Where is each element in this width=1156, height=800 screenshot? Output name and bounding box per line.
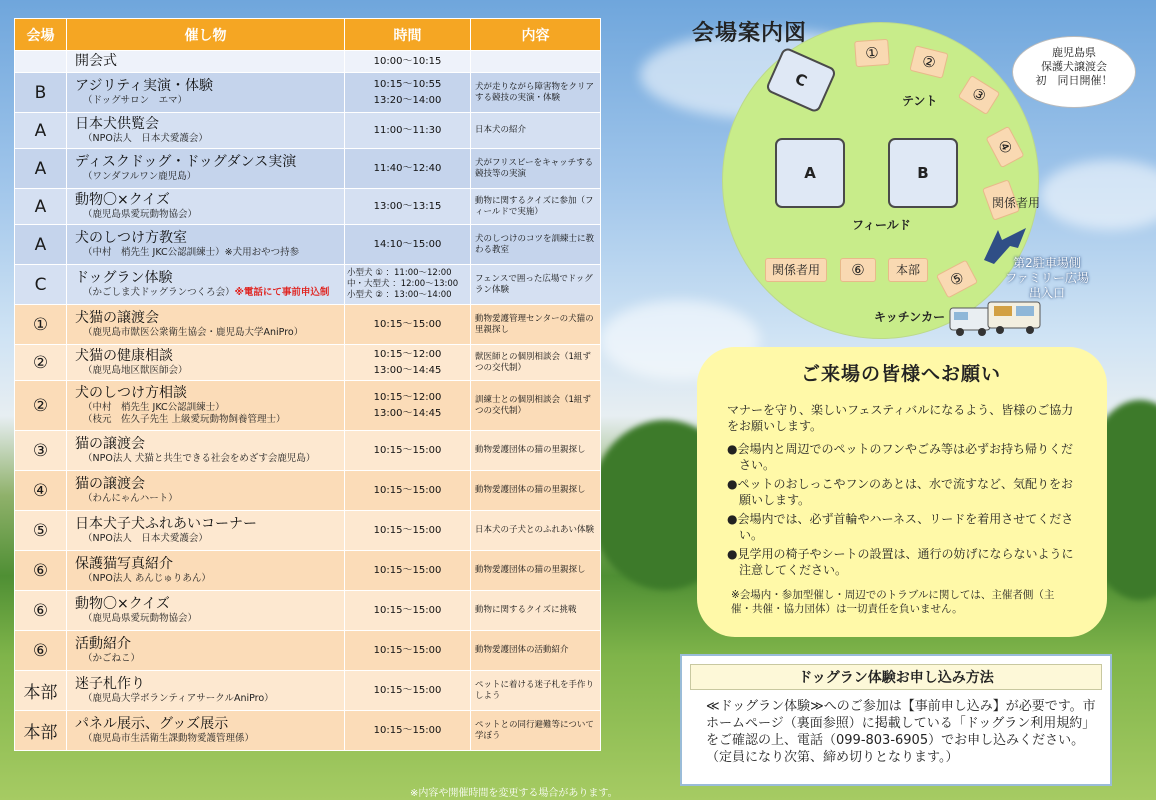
time-header: 時間 xyxy=(345,19,471,51)
area-a: A xyxy=(775,138,845,208)
event-organizer xyxy=(75,733,344,745)
event-title: 開会式 xyxy=(75,53,117,69)
event-header: 催し物 xyxy=(67,19,345,51)
event-organizer-text: （NPO法人 あんじゅりあん） xyxy=(83,573,211,584)
event-organizer xyxy=(75,133,344,145)
time-cell xyxy=(345,431,471,471)
time-cell xyxy=(345,511,471,551)
event-organizer-text: （NPO法人 日本犬愛護会） xyxy=(83,133,208,144)
event-organizer-text: （ドッグサロン エマ） xyxy=(83,95,188,106)
event-organizer xyxy=(75,327,344,339)
event-organizer xyxy=(75,402,344,414)
entrance-line-2: ファミリー広場 xyxy=(1005,271,1089,285)
event-organizer-text: （鹿児島市生活衛生課動物愛護管理係） xyxy=(83,733,255,744)
time-slot: 10:15～10:55 xyxy=(373,78,442,90)
event-title: ドッグラン体験 xyxy=(75,270,173,286)
event-cell xyxy=(67,671,345,711)
event-title: 保護猫写真紹介 xyxy=(75,556,173,572)
desc-cell: ペットに着ける迷子札を手作りしよう xyxy=(471,671,601,711)
venue-cell: ② xyxy=(15,381,67,431)
time-slot: 小型犬 ② ：13:00～14:00 xyxy=(347,290,452,300)
dogrun-body: ≪ドッグラン体験≫へのご参加は【事前申し込み】が必要です。市ホームページ（裏面参照）に掲載している「ドッグラン利用規約」をご確認の上、電話（099-803-6905）でお申し込みください。（定員になり次第、締め切りとなります。） xyxy=(706,699,1096,765)
event-title: 猫の譲渡会 xyxy=(75,436,145,452)
tent-5: ⑤ xyxy=(936,260,978,299)
honbu-label: 本部 xyxy=(888,258,928,282)
event-organizer xyxy=(75,365,344,377)
table-row xyxy=(15,671,601,711)
event-organizer xyxy=(75,247,344,259)
info-bubble xyxy=(1012,36,1136,108)
time-slot: 10:15～15:00 xyxy=(373,684,442,696)
event-title: アジリティ実演・体験 xyxy=(75,78,214,94)
notice-bullet: ●会場内では、必ず首輪やハーネス、リードを着用させてください。 xyxy=(727,512,1074,542)
event-organizer-text: （NPO法人 犬猫と共生できる社会をめざす会鹿児島） xyxy=(83,453,316,464)
time-slot: 13:00～14:45 xyxy=(373,407,442,419)
venue-cell: A xyxy=(15,149,67,189)
desc-cell: 動物に関するクイズに参加（フィールドで実施） xyxy=(471,189,601,225)
time-cell xyxy=(345,149,471,189)
table-row xyxy=(15,265,601,305)
event-organizer xyxy=(75,653,344,665)
event-organizer-text: （NPO法人 日本犬愛護会） xyxy=(83,533,208,544)
desc-cell: 動物愛護団体の活動紹介 xyxy=(471,631,601,671)
table-row xyxy=(15,189,601,225)
event-title: 活動紹介 xyxy=(75,636,131,652)
event-cell xyxy=(67,51,345,73)
entrance-line-1: 第2駐車場側 xyxy=(1013,256,1081,270)
venue-cell: 本部 xyxy=(15,671,67,711)
time-cell xyxy=(345,381,471,431)
desc-cell: フェンスで囲った広場でドッグラン体験 xyxy=(471,265,601,305)
time-cell xyxy=(345,73,471,113)
event-organizer xyxy=(75,209,344,221)
event-cell xyxy=(67,189,345,225)
time-slot: 10:15～12:00 xyxy=(373,391,442,403)
tent-3: ③ xyxy=(958,75,1001,115)
event-organizer: （枝元 佐久子先生 上級愛玩動物飼養管理士） xyxy=(83,414,286,425)
schedule-note: ※内容や開催時間を変更する場合があります。 xyxy=(410,788,618,799)
time-cell xyxy=(345,305,471,345)
event-organizer xyxy=(75,573,344,585)
venue-cell: A xyxy=(15,225,67,265)
venue-cell: ① xyxy=(15,305,67,345)
event-cell xyxy=(67,711,345,751)
notice-bullet: ●ペットのおしっこやフンのあとは、水で流すなど、気配りをお願いします。 xyxy=(727,477,1073,507)
tent-4: ④ xyxy=(986,126,1025,168)
bubble-line-3: 初 同日開催！ xyxy=(1035,74,1113,87)
time-cell xyxy=(345,471,471,511)
event-organizer xyxy=(75,533,344,545)
time-slot: 10:00～10:15 xyxy=(373,55,442,67)
tent-2: ② xyxy=(909,45,948,78)
time-cell xyxy=(345,345,471,381)
table-row xyxy=(15,345,601,381)
event-organizer-text: （鹿児島県愛玩動物協会） xyxy=(83,209,198,220)
event-organizer-text: （鹿児島地区獣医師会） xyxy=(83,365,188,376)
desc-cell: 動物に関するクイズに挑戦 xyxy=(471,591,601,631)
event-cell xyxy=(67,345,345,381)
desc-header: 内容 xyxy=(471,19,601,51)
tent-label: テント xyxy=(902,94,938,108)
event-organizer-text: （鹿児島大学ボランティアサークルAniPro） xyxy=(83,693,274,704)
staff-label-left: 関係者用 xyxy=(765,258,827,282)
event-title: 猫の譲渡会 xyxy=(75,476,145,492)
table-row xyxy=(15,381,601,431)
bubble-line-1: 鹿児島県 xyxy=(1052,46,1096,59)
event-organizer-text: （わんにゃんハート） xyxy=(83,493,178,504)
notice-bullet: ●見学用の椅子やシートの設置は、通行の妨げにならないように注意してください。 xyxy=(727,547,1074,577)
event-cell xyxy=(67,73,345,113)
table-row xyxy=(15,711,601,751)
time-slot: 10:15～12:00 xyxy=(373,348,442,360)
event-title: 犬猫の健康相談 xyxy=(75,348,173,364)
time-slot: 小型犬 ① ：11:00～12:00 xyxy=(347,268,452,278)
dogrun-application-box xyxy=(680,654,1112,786)
desc-cell: 獣医師との個別相談会（1組ずつの交代制） xyxy=(471,345,601,381)
event-cell xyxy=(67,265,345,305)
event-organizer-text: （鹿児島県愛玩動物協会） xyxy=(83,613,198,624)
table-row xyxy=(15,511,601,551)
event-title: ディスクドッグ・ドッグダンス実演 xyxy=(75,154,297,170)
desc-cell: 犬がフリスビーをキャッチする競技等の実演 xyxy=(471,149,601,189)
desc-cell: 動物愛護管理センターの犬猫の里親探し xyxy=(471,305,601,345)
desc-cell: 動物愛護団体の猫の里親探し xyxy=(471,471,601,511)
time-slot: 11:00～11:30 xyxy=(373,124,442,136)
venue-cell: ② xyxy=(15,345,67,381)
event-title: 日本犬子犬ふれあいコーナー xyxy=(75,516,257,532)
time-slot: 10:15～15:00 xyxy=(373,524,442,536)
desc-cell: 訓練士との個別相談会（1組ずつの交代制） xyxy=(471,381,601,431)
desc-cell: 動物愛護団体の猫の里親探し xyxy=(471,551,601,591)
event-organizer xyxy=(75,693,344,705)
desc-cell: 日本犬の子犬とのふれあい体験 xyxy=(471,511,601,551)
event-title: 動物〇×クイズ xyxy=(75,192,170,208)
event-cell xyxy=(67,149,345,189)
entrance-line-3: 出入口 xyxy=(1028,286,1065,300)
table-row xyxy=(15,149,601,189)
map-title: 会場案内図 xyxy=(692,21,808,46)
table-row xyxy=(15,551,601,591)
event-organizer-text: （ワンダフルワン鹿児島） xyxy=(83,171,197,182)
event-organizer xyxy=(75,95,344,107)
table-row xyxy=(15,471,601,511)
area-b: B xyxy=(888,138,958,208)
event-title: パネル展示、グッズ展示 xyxy=(75,716,229,732)
venue-cell: ③ xyxy=(15,431,67,471)
desc-cell: 日本犬の紹介 xyxy=(471,113,601,149)
venue-cell: ⑥ xyxy=(15,631,67,671)
table-row xyxy=(15,73,601,113)
dogrun-title: ドッグラン体験お申し込み方法 xyxy=(690,664,1102,690)
event-organizer xyxy=(75,493,344,505)
time-cell xyxy=(345,711,471,751)
event-organizer-text: （鹿児島市獣医公衆衛生協会・鹿児島大学AniPro） xyxy=(83,327,304,338)
event-organizer-text: （かごねこ） xyxy=(83,653,141,664)
venue-header: 会場 xyxy=(15,19,67,51)
desc-cell: 動物愛護団体の猫の里親探し xyxy=(471,431,601,471)
event-cell xyxy=(67,471,345,511)
table-row xyxy=(15,631,601,671)
desc-cell xyxy=(471,51,601,73)
tent-6: ⑥ xyxy=(840,258,876,282)
time-slot: 14:10～15:00 xyxy=(373,238,442,250)
time-slot: 10:15～15:00 xyxy=(373,484,442,496)
entrance-label xyxy=(992,256,1102,301)
time-cell xyxy=(345,265,471,305)
event-organizer xyxy=(75,171,344,183)
event-organizer xyxy=(75,453,344,465)
time-slot: 10:15～15:00 xyxy=(373,604,442,616)
table-header-row xyxy=(15,19,601,51)
field-label: フィールド xyxy=(852,218,911,232)
event-organizer-text: （中村 梢先生 JKC公認訓練士） xyxy=(83,402,225,413)
venue-cell: ⑥ xyxy=(15,551,67,591)
table-row xyxy=(15,431,601,471)
venue-cell: ⑥ xyxy=(15,591,67,631)
venue-cell: A xyxy=(15,113,67,149)
event-organizer xyxy=(75,613,344,625)
venue-cell: B xyxy=(15,73,67,113)
time-slot: 10:15～15:00 xyxy=(373,724,442,736)
time-slot: 中・大型犬 ：12:00～13:00 xyxy=(347,279,459,289)
time-slot: 13:00～14:45 xyxy=(373,364,442,376)
event-cell xyxy=(67,113,345,149)
visitor-notice xyxy=(697,347,1107,637)
notice-bullet: ●会場内と周辺でのペットのフンやごみ等は必ずお持ち帰りください。 xyxy=(727,442,1073,472)
event-organizer xyxy=(75,287,344,299)
time-slot: 10:15～15:00 xyxy=(373,444,442,456)
time-slot: 11:40～12:40 xyxy=(373,162,442,174)
event-title: 犬のしつけ方相談 xyxy=(75,385,187,401)
event-title: 迷子札作り xyxy=(75,676,145,692)
time-slot: 10:15～15:00 xyxy=(373,564,442,576)
event-cell xyxy=(67,225,345,265)
desc-cell: 犬が走りながら障害物をクリアする競技の実演・体験 xyxy=(471,73,601,113)
time-slot: 13:20～14:00 xyxy=(373,94,442,106)
event-organizer-text: （中村 梢先生 JKC公認訓練士）※犬用おやつ持参 xyxy=(83,247,300,258)
venue-cell: ⑤ xyxy=(15,511,67,551)
table-row xyxy=(15,591,601,631)
kitchen-car-icon xyxy=(948,296,1048,344)
cloud xyxy=(1040,160,1156,230)
time-cell xyxy=(345,631,471,671)
time-slot: 10:15～15:00 xyxy=(373,644,442,656)
event-cell xyxy=(67,431,345,471)
venue-cell: A xyxy=(15,189,67,225)
time-slot: 13:00～13:15 xyxy=(373,200,442,212)
table-row xyxy=(15,225,601,265)
event-reservation-note: ※電話にて事前申込制 xyxy=(234,287,330,298)
event-cell xyxy=(67,381,345,431)
event-cell xyxy=(67,551,345,591)
notice-disclaimer: ※会場内・参加型催し・周辺でのトラブルに関しては、主催者側（主催・共催・協力団体）は一切責任を負いません。 xyxy=(731,589,1055,615)
event-title: 動物〇×クイズ xyxy=(75,596,170,612)
table-row xyxy=(15,113,601,149)
schedule-table xyxy=(14,18,601,751)
venue-cell xyxy=(15,51,67,73)
time-cell xyxy=(345,591,471,631)
desc-cell: 犬のしつけのコツを訓練士に教わる教室 xyxy=(471,225,601,265)
event-cell xyxy=(67,511,345,551)
time-cell xyxy=(345,225,471,265)
time-cell xyxy=(345,113,471,149)
table-row xyxy=(15,51,601,73)
time-slot: 10:15～15:00 xyxy=(373,318,442,330)
table-row xyxy=(15,305,601,345)
event-organizer-text: （かごしま犬ドッグランつくろ会） xyxy=(83,287,235,298)
venue-cell: ④ xyxy=(15,471,67,511)
event-cell xyxy=(67,305,345,345)
event-cell xyxy=(67,591,345,631)
event-title: 犬猫の譲渡会 xyxy=(75,310,159,326)
desc-cell: ペットとの同行避難等について学ぼう xyxy=(471,711,601,751)
event-title: 日本犬供覧会 xyxy=(75,116,159,132)
time-cell xyxy=(345,671,471,711)
notice-intro: マナーを守り、楽しいフェスティバルになるよう、皆様のご協力をお願いします。 xyxy=(727,403,1074,433)
event-title: 犬のしつけ方教室 xyxy=(75,230,187,246)
staff-label-right: 関係者用 xyxy=(992,196,1041,210)
kitchen-car-label: キッチンカー xyxy=(874,310,946,324)
venue-cell: 本部 xyxy=(15,711,67,751)
area-c: C xyxy=(765,46,838,113)
time-cell xyxy=(345,189,471,225)
event-cell xyxy=(67,631,345,671)
venue-cell: C xyxy=(15,265,67,305)
time-cell xyxy=(345,551,471,591)
bubble-line-2: 保護犬譲渡会 xyxy=(1041,60,1107,73)
notice-title: ご来場の皆様へお願い xyxy=(800,363,1001,385)
time-cell xyxy=(345,51,471,73)
tent-1: ① xyxy=(854,39,890,67)
